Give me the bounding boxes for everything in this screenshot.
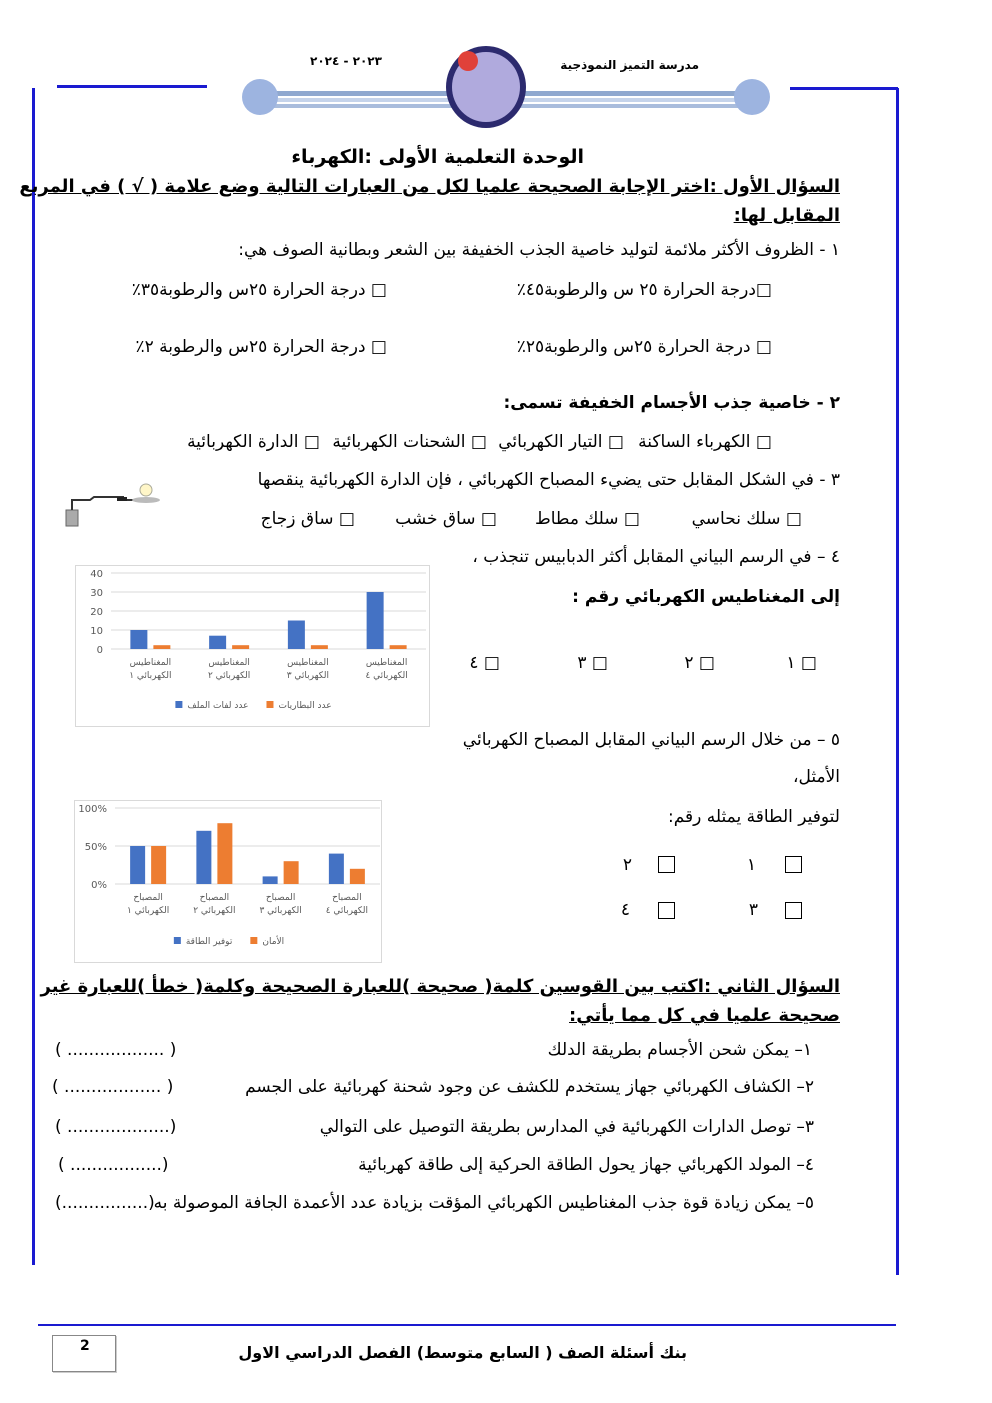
x-tick-label: المصباح (133, 893, 163, 903)
x-tick-label: الكهربائي ٢ (193, 906, 236, 916)
x-tick-label: المغناطيس (365, 658, 408, 668)
answer-blank[interactable]: (................) (55, 1193, 155, 1213)
bar-series2 (284, 861, 299, 884)
option-number: ٢ (622, 855, 632, 875)
option-number: ٣ (748, 900, 758, 920)
option-number: ١ (746, 855, 756, 875)
option-checkbox[interactable] (658, 856, 675, 873)
bar-series2 (232, 645, 249, 649)
option-checkbox[interactable]: □ التيار الكهربائي (498, 432, 624, 452)
answer-blank[interactable]: ( .................) (58, 1155, 169, 1175)
y-tick-label: 50% (84, 842, 107, 853)
legend-swatch (174, 937, 181, 944)
option-checkbox[interactable] (658, 902, 675, 919)
option-checkbox[interactable]: □ ٤ (469, 653, 500, 673)
q2-title-cont: صحيحة علميا في كل مما يأتي: (569, 1005, 840, 1026)
x-tick-label: الكهربائي ١ (126, 906, 170, 916)
circuit-figure (62, 480, 167, 530)
y-tick-label: 20 (90, 607, 103, 618)
y-tick-label: 0% (91, 880, 107, 891)
option-checkbox[interactable]: □ ساق زجاج (260, 509, 355, 529)
option-checkbox[interactable]: □ ٢ (684, 653, 715, 673)
school-year: ٢٠٢٣ - ٢٠٢٤ (310, 54, 382, 68)
answer-blank[interactable]: ( .................. ) (55, 1040, 177, 1060)
border-left (32, 88, 35, 1265)
y-tick-label: 40 (90, 569, 103, 580)
header-rule-right (790, 87, 898, 90)
option-checkbox[interactable]: □ ساق خشب (395, 509, 497, 529)
x-tick-label: المغناطيس (287, 658, 329, 668)
chart-svg (76, 566, 431, 728)
answer-blank[interactable]: ( ...................) (55, 1117, 177, 1137)
q2-item-1: ١– يمكن شحن الأجسام بطريقة الدلك (547, 1040, 812, 1060)
option-checkbox[interactable]: □درجة الحرارة ٢٥ س والرطوبة٤٥٪ (516, 280, 772, 300)
option-number: ٤ (620, 900, 630, 920)
x-tick-label: المغناطيس (129, 658, 172, 668)
legend-label: عدد لفات الملف (187, 701, 249, 711)
legend-swatch (175, 701, 182, 708)
q1-item-4-cont: إلى المغناطيس الكهربائي رقم : (572, 587, 840, 607)
option-checkbox[interactable]: □ درجة الحرارة ٢٥س والرطوبة٢٥٪ (516, 337, 772, 357)
q1-title-cont: المقابل لها: (733, 205, 840, 226)
q2-title: السؤال الثاني :اكتب بين القوسين كلمة( صحيحة )للعبارة الصحيحة وكلمة( خطأ )للعبارة غير (40, 976, 840, 997)
bar-series1 (288, 621, 305, 650)
bar-series1 (263, 876, 278, 884)
bar-series1 (209, 636, 226, 649)
x-tick-label: المصباح (265, 893, 296, 903)
bar-series1 (196, 831, 211, 884)
bar-series2 (311, 645, 328, 649)
page-number: 2 (80, 1338, 90, 1354)
legend-label: الأمان (262, 937, 285, 947)
footer-rule (38, 1324, 896, 1326)
q2-item-3: ٣– توصل الدارات الكهربائية في المدارس بطريقة التوصيل على التوالي (319, 1117, 814, 1137)
bar-series2 (153, 645, 170, 649)
x-tick-label: المصباح (199, 893, 230, 903)
x-tick-label: الكهربائي ٢ (207, 671, 251, 681)
x-tick-label: المغناطيس (208, 658, 250, 668)
q2-item-2: ٢– الكشاف الكهربائي جهاز يستخدم للكشف عن وجود شحنة كهربائية على الجسم (245, 1077, 814, 1097)
bar-series1 (130, 630, 147, 649)
option-checkbox[interactable]: □ الدارة الكهربائية (187, 432, 320, 452)
x-tick-label: الكهربائي ٣ (259, 906, 302, 916)
option-checkbox[interactable] (785, 856, 802, 873)
option-checkbox[interactable]: □ سلك مطاط (534, 509, 640, 529)
x-tick-label: الكهربائي ١ (129, 671, 172, 681)
legend-label: عدد البطاريات (278, 701, 332, 711)
option-checkbox[interactable] (785, 902, 802, 919)
legend-label: توفير الطاقة (185, 937, 233, 947)
y-tick-label: 10 (90, 626, 103, 637)
chart-svg (75, 801, 383, 964)
magnet-chart (75, 565, 430, 727)
bar-series1 (130, 846, 145, 884)
option-checkbox[interactable]: □ درجة الحرارة ٢٥س والرطوبة ٢٪ (135, 337, 387, 357)
option-checkbox[interactable]: □ ٣ (577, 653, 608, 673)
page-number-box (52, 1335, 116, 1372)
legend-swatch (266, 701, 273, 708)
bar-series1 (329, 854, 344, 884)
q2-item-4: ٤– المولد الكهربائي جهاز يحول الطاقة الحركية إلى طاقة كهربائية (358, 1155, 814, 1175)
bar-series2 (151, 846, 166, 884)
y-tick-label: 100% (78, 804, 107, 815)
y-tick-label: 30 (90, 588, 103, 599)
bar-series2 (390, 645, 407, 649)
q1-item-3: ٣ - في الشكل المقابل حتى يضيء المصباح الكهربائي ، فإن الدارة الكهربائية ينقصها (257, 470, 840, 490)
q1-item-4: ٤ – في الرسم البياني المقابل أكثر الدبابيس تنجذب ، (472, 547, 840, 567)
x-tick-label: الكهربائي ٤ (365, 671, 408, 681)
q1-title: السؤال الأول :اختر الإجابة الصحيحة علميا لكل من العبارات التالية وضع علامة ( √ ) في المربع (19, 176, 840, 197)
option-checkbox[interactable]: □ درجة الحرارة ٢٥س والرطوبة٣٥٪ (131, 280, 387, 300)
q2-item-5: ٥– يمكن زيادة قوة جذب المغناطيس الكهربائي المؤقت بزيادة عدد الأعمدة الجافة الموصولة به (153, 1193, 814, 1213)
q1-item-5-cont: الأمثل، (792, 767, 840, 787)
legend-swatch (250, 937, 257, 944)
option-checkbox[interactable]: □ ١ (786, 653, 817, 673)
school-name: مدرسة التميز النموذجية (560, 58, 699, 72)
y-tick-label: 0 (96, 645, 103, 656)
lamp-chart (74, 800, 382, 963)
x-tick-label: المصباح (332, 893, 362, 903)
x-tick-label: الكهربائي ٤ (325, 906, 369, 916)
option-checkbox[interactable]: □ الكهرباء الساكنة (638, 432, 772, 452)
unit-title: الوحدة التعلمية الأولى :الكهرباء (291, 146, 584, 168)
option-checkbox[interactable]: □ الشحنات الكهربائية (332, 432, 487, 452)
bar-series2 (350, 869, 365, 884)
q1-item-5-cont2: لتوفير الطاقة يمثله رقم: (667, 807, 840, 827)
option-checkbox[interactable]: □ سلك نحاسي (691, 509, 802, 529)
bar-series1 (367, 592, 384, 649)
answer-blank[interactable]: ( .................. ) (52, 1077, 174, 1097)
header-rule-left (57, 85, 207, 88)
q1-item-1: ١ - الظروف الأكثر ملائمة لتوليد خاصية الجذب الخفيفة بين الشعر وبطانية الصوف هي: (238, 240, 840, 260)
q1-item-2: ٢ - خاصية جذب الأجسام الخفيفة تسمى: (503, 393, 840, 413)
x-tick-label: الكهربائي ٣ (286, 671, 330, 681)
q1-item-5: ٥ – من خلال الرسم البياني المقابل المصباح الكهربائي (462, 730, 840, 750)
bar-series2 (217, 823, 232, 884)
border-right (896, 88, 899, 1275)
footer-text: بنك أسئلة الصف ( السابع متوسط) الفصل الدراسي الاول (238, 1343, 687, 1362)
